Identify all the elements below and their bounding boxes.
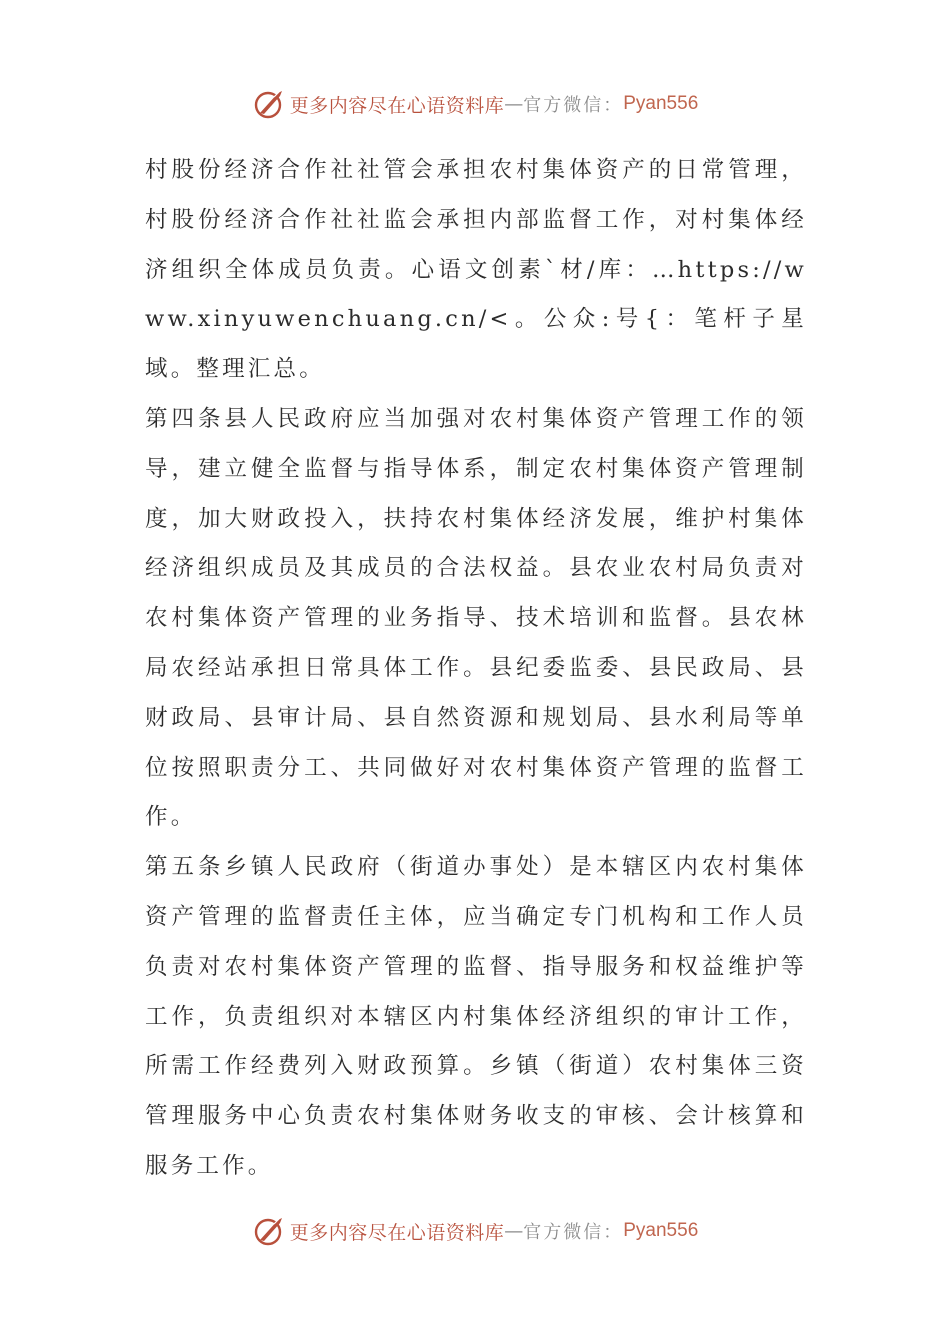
quill-circle-icon [252, 1214, 286, 1248]
banner-wechat-label: 官方微信： [523, 95, 624, 116]
paragraph-1: 村股份经济合作社社管会承担农村集体资产的日常管理，村股份经济合作社社监会承担内部监督工作，对村集体经济组织全体成员负责。心语文创素`材/库：…https://www.xinyuwenchuang.cn/<。公众:号{：笔杆子星域。整理汇总。 [145, 157, 807, 383]
header-banner [0, 84, 950, 124]
banner-dash: — [504, 1220, 524, 1242]
footer-banner [0, 1211, 950, 1251]
paragraph-3: 第五条乡镇人民政府（街道办事处）是本辖区内农村集体资产管理的监督责任主体，应当确定专门机构和工作人员负责对农村集体资产管理的监督、指导服务和权益维护等工作，负责组织对本辖区内村集体经济组织的审计工作，所需工作经费列入财政预算。乡镇（街道）农村集体三资管理服务中心负责农村集体财务收支的审核、会计核算和服务工作。 [145, 854, 807, 1179]
quill-circle-icon [252, 87, 286, 121]
banner-dash: — [504, 93, 524, 115]
paragraph-2: 第四条县人民政府应当加强对农村集体资产管理工作的领导，建立健全监督与指导体系，制定农村集体资产管理制度，加大财政投入，扶持农村集体经济发展，维护村集体经济组织成员及其成员的合法权益。县农业农村局负责对农村集体资产管理的业务指导、技术培训和监督。县农林局农经站承担日常具体工作。县纪委监委、县民政局、县财政局、县审计局、县自然资源和规划局、县水利局等单位按照职责分工、共同做好对农村集体资产管理的监督工作。 [145, 405, 807, 831]
banner-wechat-id: Pyan556 [623, 93, 699, 114]
document-body [145, 146, 807, 1192]
banner-brand: 更多内容尽在心语资料库 [289, 94, 505, 117]
banner-wechat-label: 官方微信： [523, 1222, 624, 1243]
banner-brand: 更多内容尽在心语资料库 [289, 1221, 505, 1244]
banner-wechat-id: Pyan556 [623, 1220, 699, 1241]
